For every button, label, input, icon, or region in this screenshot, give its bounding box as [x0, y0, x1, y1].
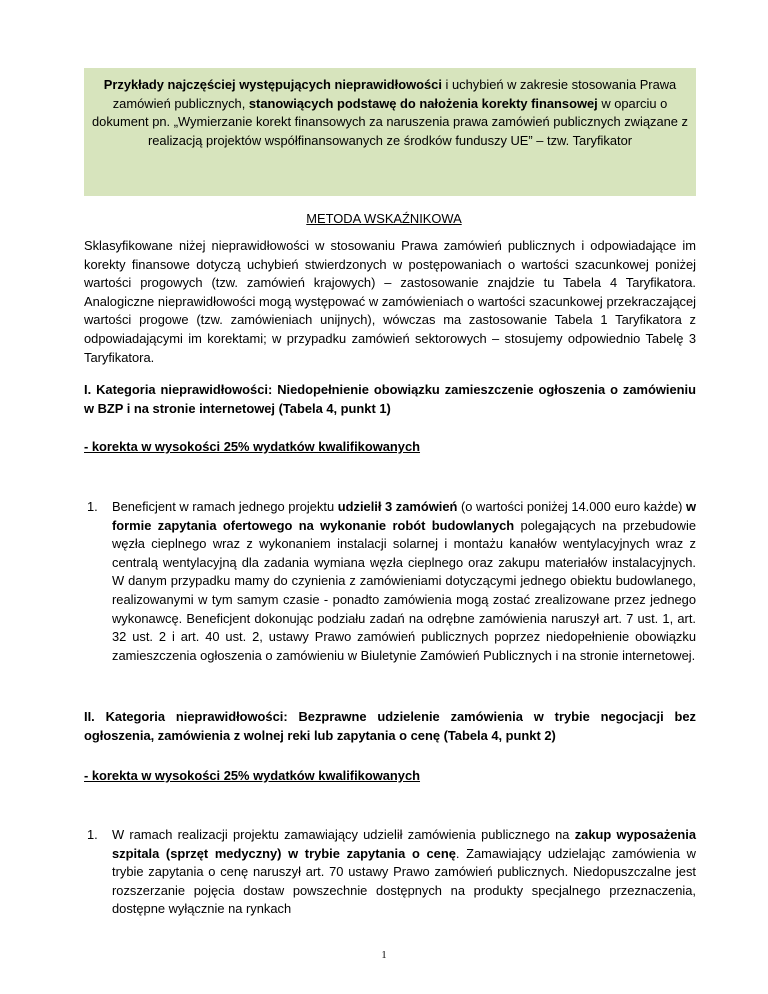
section1-correction: - korekta w wysokości 25% wydatków kwalifikowanych: [84, 439, 421, 454]
section1-item-text-2: (o wartości poniżej 14.000 euro każde): [457, 499, 686, 514]
title-box: [84, 68, 696, 196]
section2-item-text-1: W ramach realizacji projektu zamawiający udzielił zamówienia publicznego na: [112, 827, 575, 842]
section2-correction: - korekta w wysokości 25% wydatków kwalifikowanych: [84, 768, 421, 783]
section1-item-bold-2: w formie zapytania ofertowego na wykonanie robót budowlanych: [112, 499, 697, 533]
method-heading: METODA WSKAŹNIKOWA: [306, 211, 462, 226]
intro-paragraph: Sklasyfikowane niżej nieprawidłowości w stosowaniu Prawa zamówień publicznych i odpowiadające im korekty finansowe dotyczą uchybień stwierdzonych w postępowaniach o wartości szacunkowej poniżej wartości progowych (tzw. zamówień krajowych) – zastosowanie znajdzie tu Tabela 4 Taryfikatora. Analogiczne nieprawidłowości mogą występować w zamówieniach o wartości szacunkowej przekraczającej wartości progowe (tzw. zamówieniach unijnych), wówczas ma zastosowanie Tabela 1 Taryfikatora z odpowiadającymi im korektami; w przypadku zamówień sektorowych – stosujemy odpowiednio Tabelę 3 Taryfikatora.: [84, 238, 696, 365]
title-text-2: w oparciu o dokument pn. „Wymierzanie korekt finansowych za naruszenia prawa zamówień publicznych związane z realizacją projektów współfinansowanych ze środków funduszy UE” – tzw. Taryfikator: [92, 95, 688, 148]
title-text-1: i uchybień w zakresie stosowania Prawa zamówień publicznych,: [112, 77, 677, 111]
section2-heading: II. Kategoria nieprawidłowości: Bezprawne udzielenie zamówienia w trybie negocjacji bez ogłoszenia, zamówienia z wolnej reki lub zapytania o cenę (Tabela 4, punkt 2): [84, 709, 696, 743]
section2-item-bold-1: zakup wyposażenia szpitala (sprzęt medyczny) w trybie zapytania o cenę: [112, 827, 696, 861]
title-bold-2: stanowiących podstawę do nałożenia korekty finansowej: [248, 95, 598, 111]
page-number: 1: [381, 950, 387, 961]
section1-item-text-3: polegających na przebudowie węzła cieplnego wraz z wykonaniem instalacji solarnej i montażu kanałów wentylacyjnych wraz z centralą wentylacyjną dla zadania wymiana węzła cieplnego oraz zakupu materiałów instalacyjnych. W danym przypadku mamy do czynienia z zamówieniami dotyczącymi jednego obiektu budowlanego, realizowanymi w tym samym czasie - ponadto zamówienia mogą zostać zrealizowane przez jednego wykonawcę. Beneficjent dokonując podziału zadań na odrębne zamówienia naruszył art. 7 ust. 1, art. 32 ust. 2 i art. 40 ust. 2, ustawy Prawo zamówień publicznych poprzez niedopełnienie obowiązku zamieszczenia ogłoszenia o zamówieniu w Biuletynie Zamówień Publicznych i na stronie internetowej.: [112, 517, 696, 663]
section1-heading: I. Kategoria nieprawidłowości: Niedopełnienie obowiązku zamieszczenie ogłoszenia o zamówieniu w BZP i na stronie internetowej (Tabela 4, punkt 1): [84, 382, 696, 416]
title-bold-1: Przykłady najczęściej występujących nieprawidłowości: [103, 77, 442, 92]
section1-item-bold-1: udzielił 3 zamówień: [337, 499, 458, 514]
section1-list-item: [87, 498, 697, 665]
section2-item-text-2: . Zamawiający udzielając zamówienia w trybie zapytania o cenę naruszył art. 70 ustawy Prawo zamówień publicznych. Niedopuszczalne jest rozszerzanie pojęcia dostaw powszechnie dostępnych na produkty specjalnego przeznaczenia, dostępne wyłącznie na rynkach: [112, 845, 696, 917]
section1-item-number: 1.: [87, 499, 98, 514]
section2-item-number: 1.: [87, 827, 98, 842]
section2-list-item: [87, 826, 696, 919]
section1-item-text-1: Beneficjent w ramach jednego projektu: [112, 499, 338, 514]
